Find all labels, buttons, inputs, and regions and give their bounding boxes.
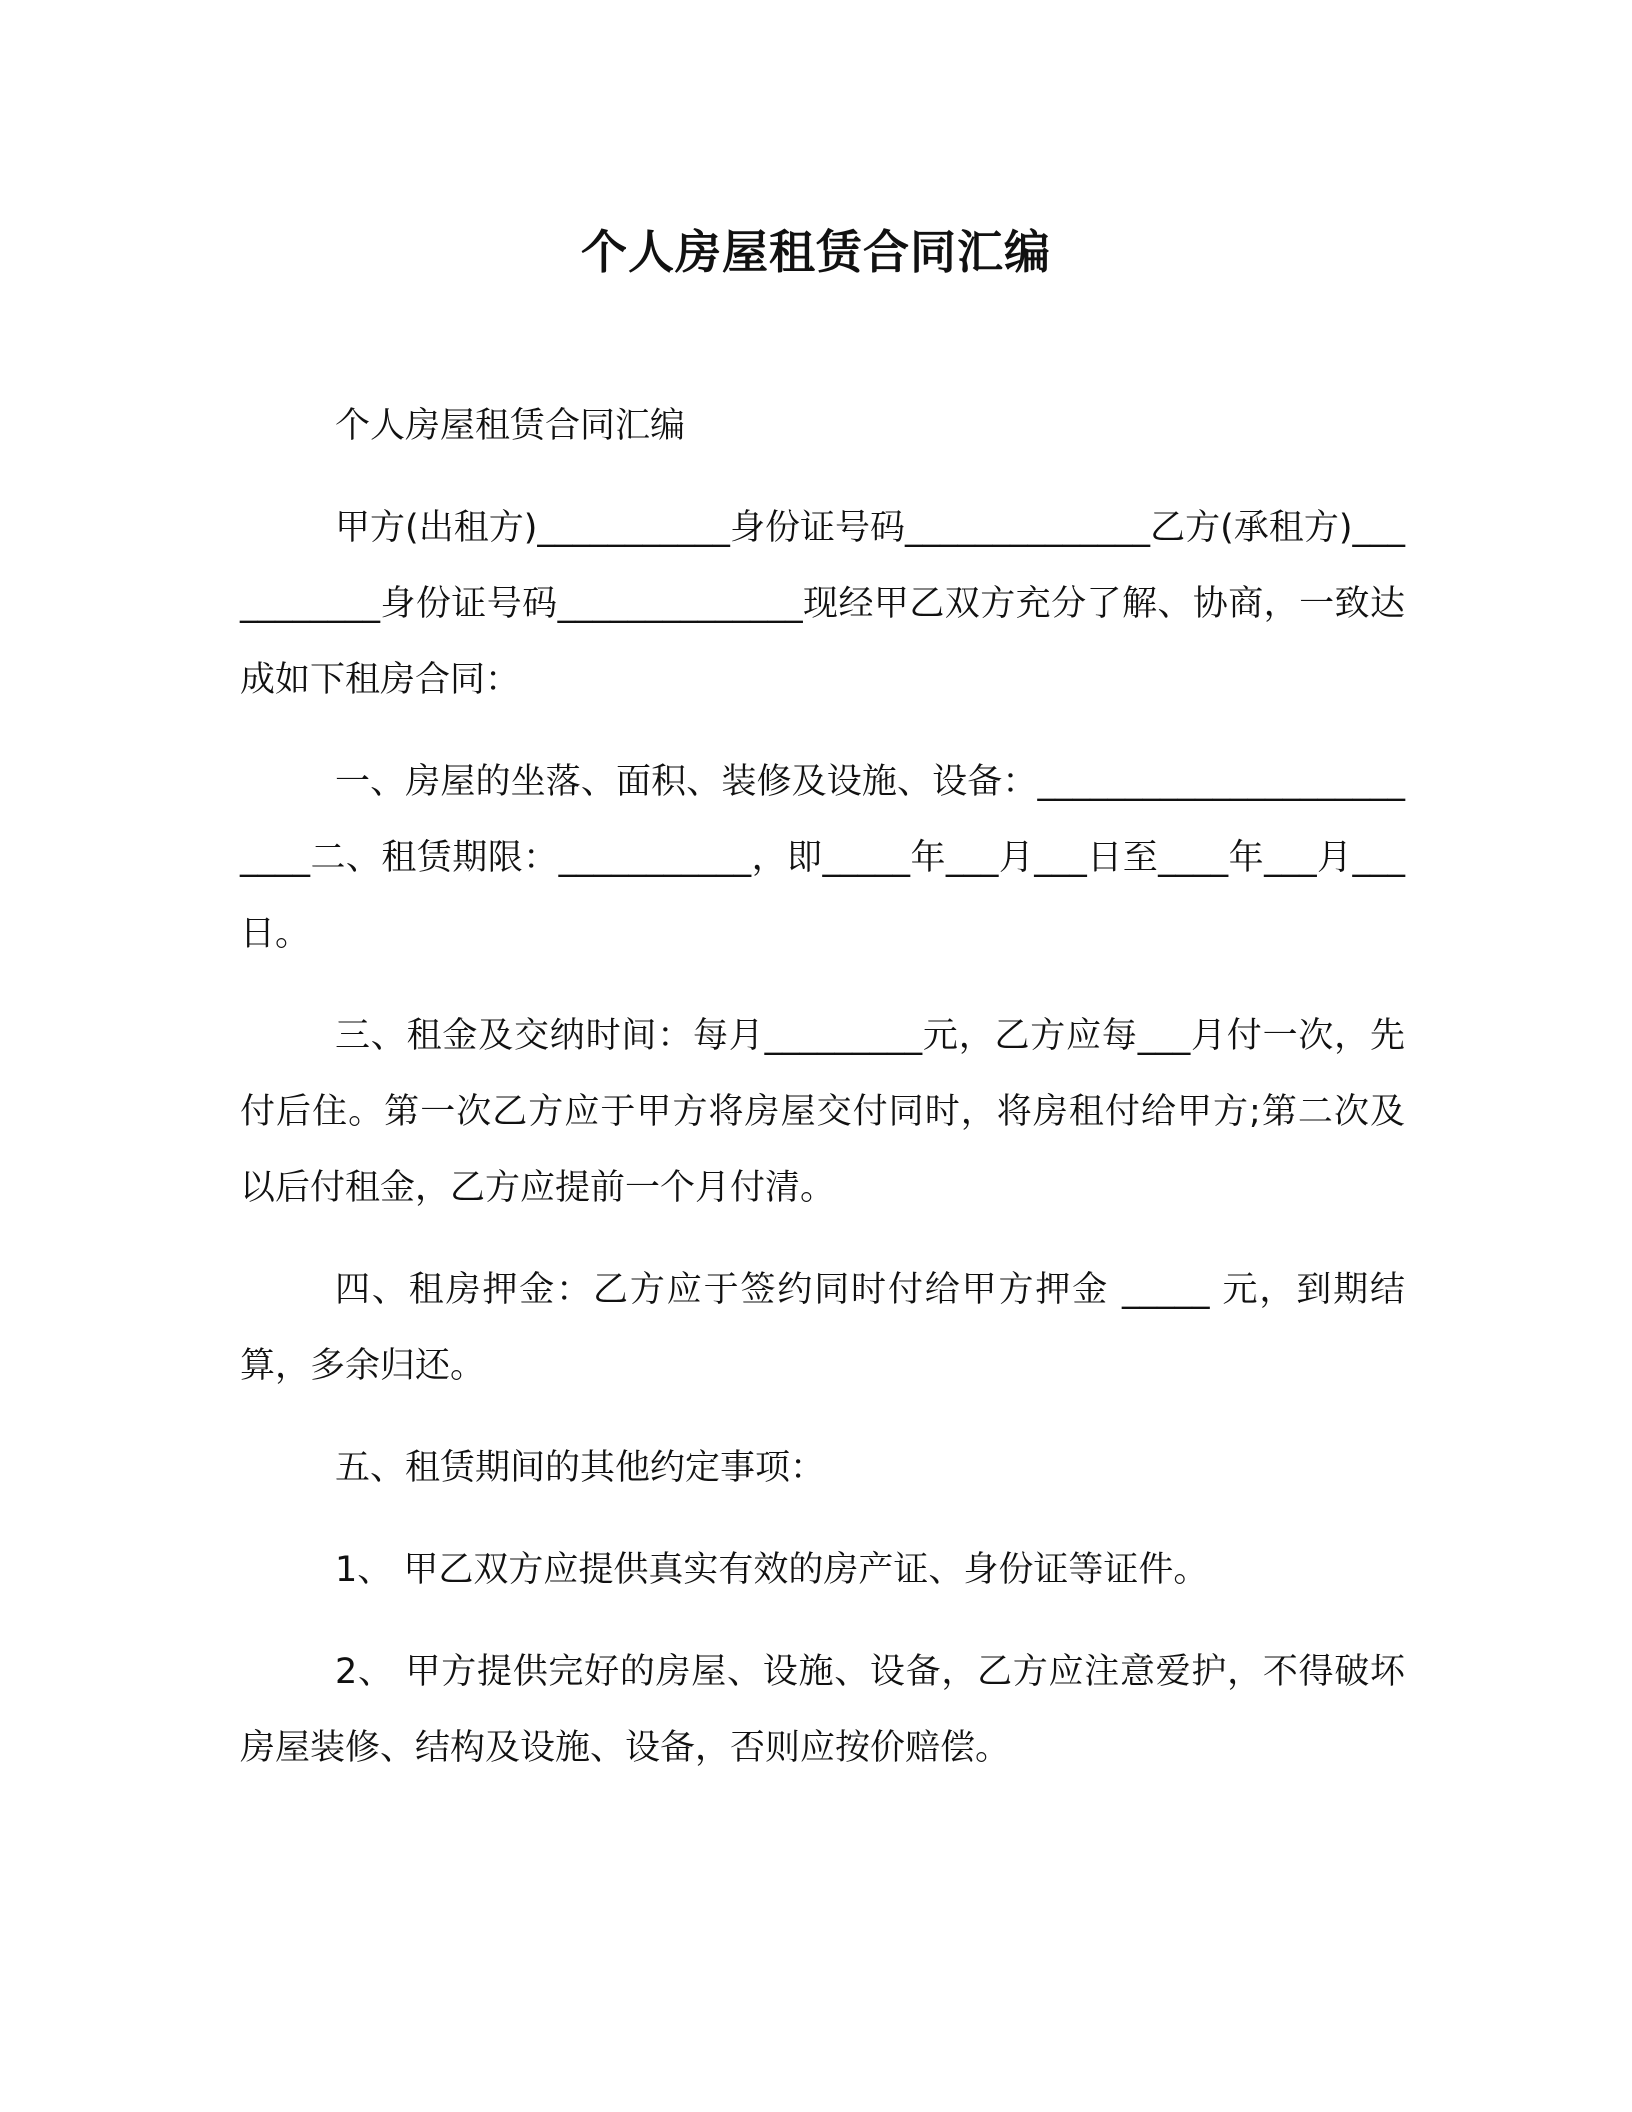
paragraph-other-terms: 五、租赁期间的其他约定事项： <box>335 1448 826 1488</box>
paragraph-location-term: 一、房屋的坐落、面积、装修及设施、设备：_________________________二、租赁期限：___________，即_____年___月___日至____年___月___日。 <box>240 762 1405 954</box>
paragraph-parties: 甲方(出租方)___________身份证号码______________乙方(承租方)___________身份证号码______________现经甲乙双方充分了解、协商，一致达成如下租房合同： <box>240 508 1405 700</box>
paragraph-deposit: 四、租房押金：乙方应于签约同时付给甲方押金 _____ 元，到期结算，多余归还。 <box>240 1270 1405 1386</box>
paragraph-item-2: 2、 甲方提供完好的房屋、设施、设备，乙方应注意爱护，不得破坏房屋装修、结构及设施、设备，否则应按价赔偿。 <box>240 1652 1405 1768</box>
paragraph-rent: 三、租金及交纳时间：每月_________元，乙方应每___月付一次，先付后住。第一次乙方应于甲方将房屋交付同时，将房租付给甲方;第二次及以后付租金，乙方应提前一个月付清。 <box>240 1016 1405 1208</box>
paragraph-heading: 个人房屋租赁合同汇编 <box>335 406 686 446</box>
document-title: 个人房屋租赁合同汇编 <box>581 225 1051 279</box>
document-body <box>240 388 1405 1812</box>
paragraph-item-1: 1、 甲乙双方应提供真实有效的房产证、身份证等证件。 <box>335 1550 1209 1590</box>
